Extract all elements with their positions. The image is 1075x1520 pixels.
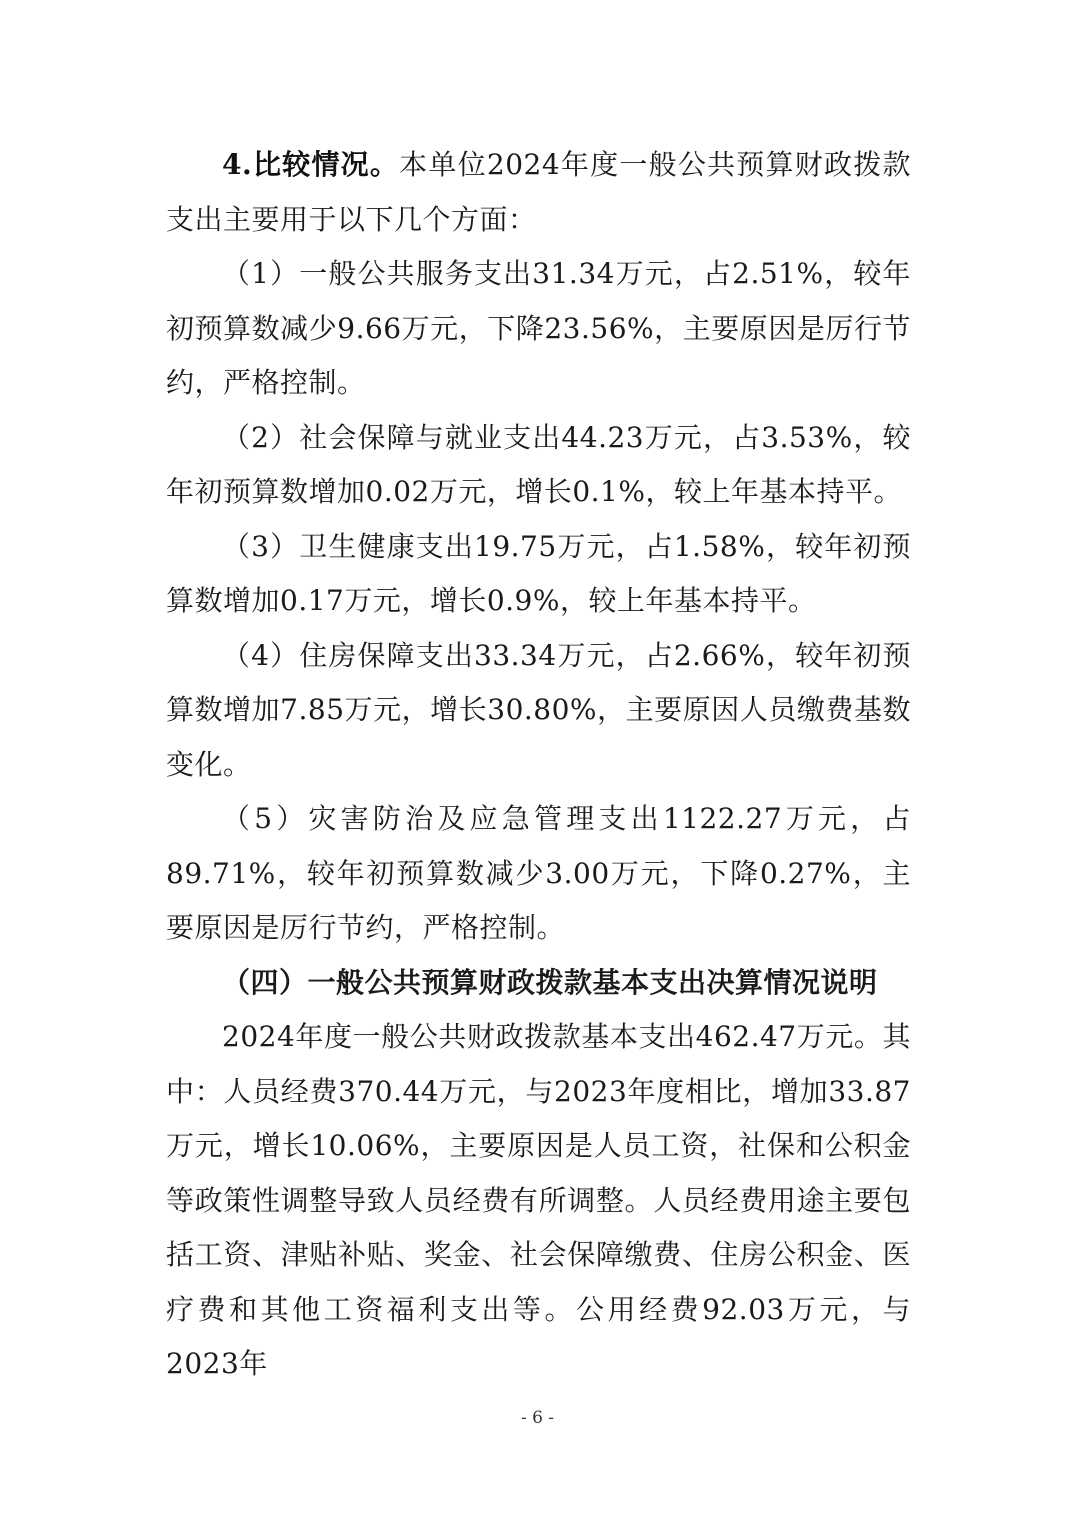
intro-text: 本单位2024年度一般公共预算财政拨款支出主要用于以下几个方面： — [166, 148, 912, 236]
document-page — [166, 138, 911, 1392]
intro-lead: 4.比较情况。 — [222, 148, 400, 181]
item-paragraph-5: （5）灾害防治及应急管理支出1122.27万元，占89.71%，较年初预算数减少3.00万元，下降0.27%，主要原因是厉行节约，严格控制。 — [166, 802, 911, 944]
section-body: 2024年度一般公共财政拨款基本支出462.47万元。其中：人员经费370.44万元，与2023年度相比，增加33.87万元，增长10.06%，主要原因是人员工资，社保和公积金等政策性调整导致人员经费有所调整。人员经费用途主要包括工资、津贴补贴、奖金、社会保障缴费、住房公积金、医疗费和其他工资福利支出等。公用经费92.03万元，与2023年 — [166, 1020, 911, 1380]
item-paragraph-3: （3）卫生健康支出19.75万元，占1.58%，较年初预算数增加0.17万元，增长0.9%，较上年基本持平。 — [166, 529, 911, 617]
item-paragraph-4: （4）住房保障支出33.34万元，占2.66%，较年初预算数增加7.85万元，增长30.80%，主要原因人员缴费基数变化。 — [166, 638, 911, 781]
item-paragraph-2: （2）社会保障与就业支出44.23万元，占3.53%，较年初预算数增加0.02万元，增长0.1%，较上年基本持平。 — [166, 420, 911, 508]
page-number: - 6 - — [520, 1408, 555, 1428]
section-heading: （四）一般公共预算财政拨款基本支出决算情况说明 — [222, 965, 878, 999]
intro-paragraph — [166, 138, 911, 247]
item-paragraph-1: （1）一般公共服务支出31.34万元，占2.51%，较年初预算数减少9.66万元，下降23.56%，主要原因是厉行节约，严格控制。 — [166, 257, 911, 399]
